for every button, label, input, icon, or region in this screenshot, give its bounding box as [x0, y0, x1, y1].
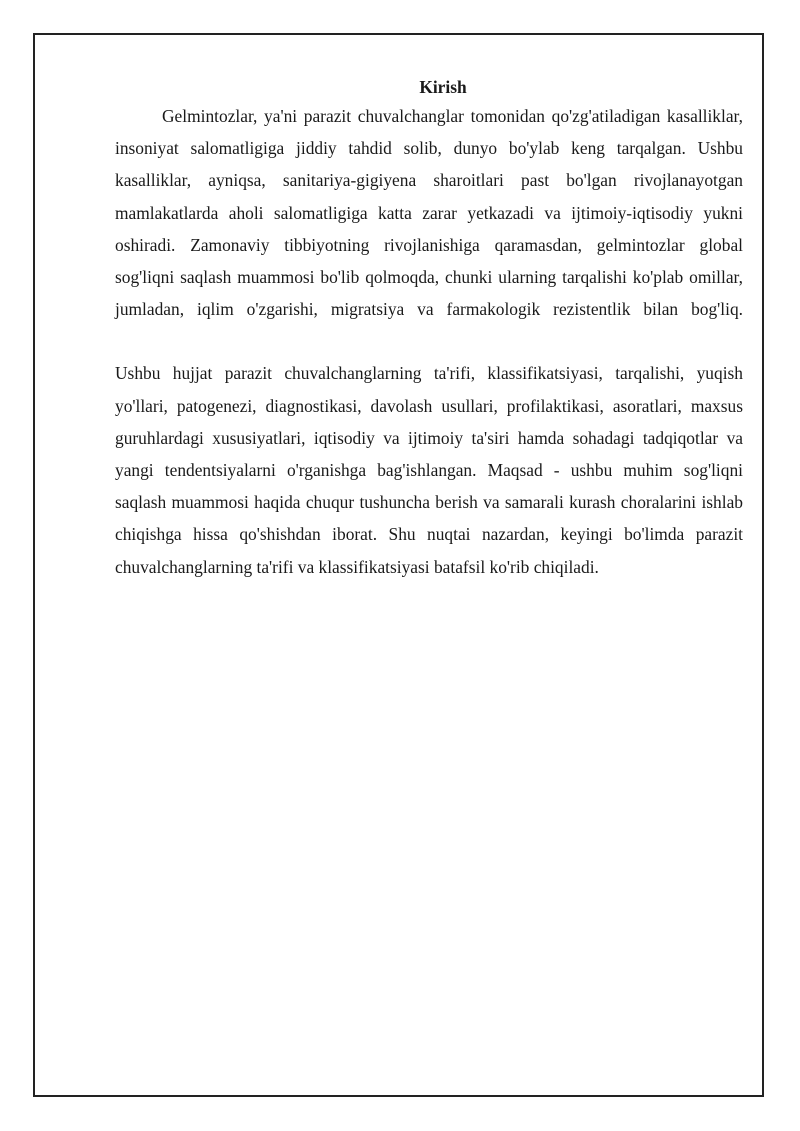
paragraph-purpose: Ushbu hujjat parazit chuvalchanglarning ta'rifi, klassifikatsiyasi, tarqalishi, yuqish yo'llari, patogenezi, diagnostikasi, davolash usullari, profilaktikasi, asoratlari, maxsus guruhlardagi xususiyatlari, iqtisodiy va ijtimoiy ta'siri hamda sohadagi tadqiqotlar va yangi tendentsiyalarni o'rganishga bag'ishlangan. Maqsad - ushbu muhim sog'liqni saqlash muammosi haqida chuqur tushuncha berish va samarali kurash choralarini ishlab chiqishga hissa qo'shishdan iborat. Shu nuqtai nazardan, keyingi bo'limda parazit chuvalchanglarning ta'rifi va klassifikatsiyasi batafsil ko'rib chiqiladi. [115, 363, 743, 577]
paragraph-introduction: Gelmintozlar, ya'ni parazit chuvalchanglar tomonidan qo'zg'atiladigan kasalliklar, insoniyat salomatligiga jiddiy tahdid solib, dunyo bo'ylab keng tarqalgan. Ushbu kasalliklar, ayniqsa, sanitariya-gigiyena sharoitlari past bo'lgan rivojlanayotgan mamlakatlarda aholi salomatligiga katta zarar yetkazadi va ijtimoiy-iqtisodiy yukni oshiradi. Zamonaviy tibbiyotning rivojlanishiga qaramasdan, gelmintozlar global sog'liqni saqlash muammosi bo'lib qolmoqda, chunki ularning tarqalishi ko'plab omillar, jumladan, iqlim o'zgarishi, migratsiya va farmakologik rezistentlik bilan bog'liq. [115, 106, 743, 320]
document-title: Kirish [419, 77, 467, 97]
document-body [115, 74, 743, 583]
